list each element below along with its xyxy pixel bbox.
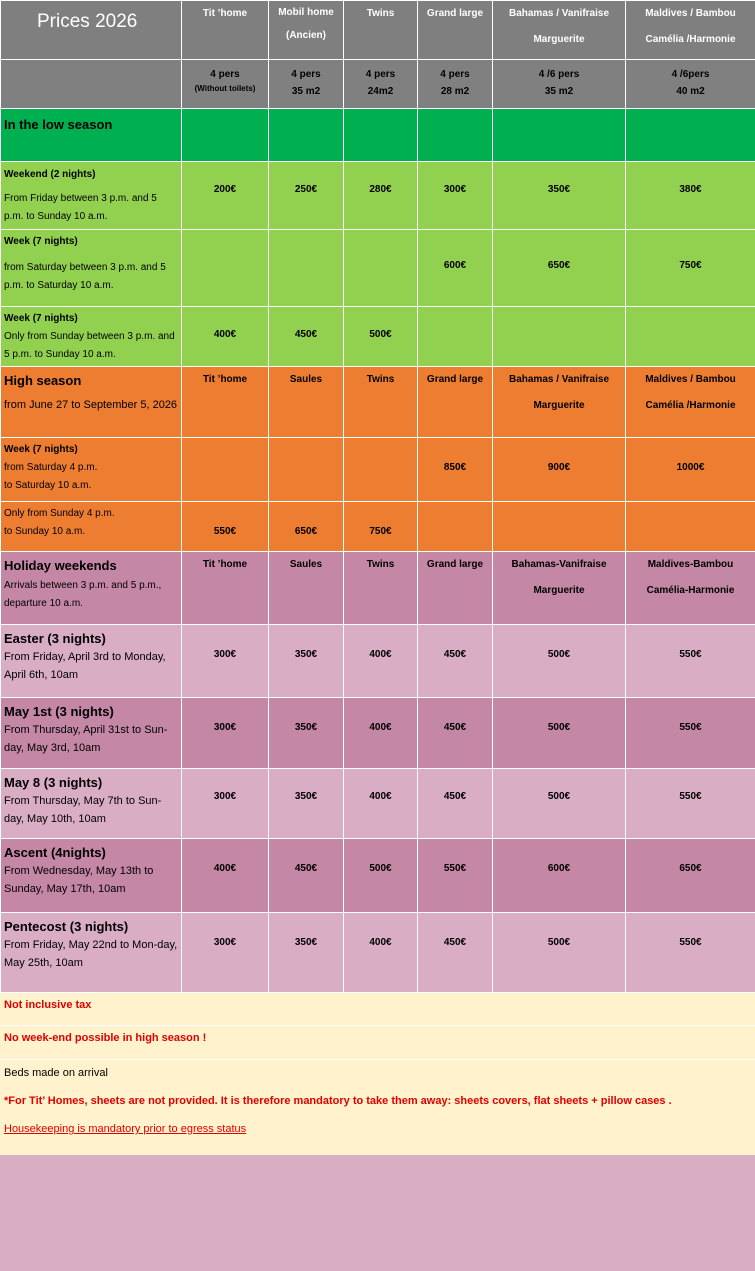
- price-cell: 850€: [418, 438, 493, 502]
- price-cell: 400€: [182, 839, 269, 913]
- price-cell: 450€: [418, 769, 493, 839]
- low-weekend-label: Weekend (2 nights) From Friday between 3 p.m. and 5 p.m. to Sunday 10 a.m.: [1, 162, 182, 230]
- price-cell: 300€: [182, 769, 269, 839]
- price-cell: 300€: [182, 698, 269, 769]
- price-cell: 500€: [493, 913, 626, 995]
- price-cell: 200€: [182, 162, 269, 230]
- capacity-maldives: 4 /6pers 40 m2: [626, 60, 755, 109]
- holiday-col-header: Grand large: [418, 552, 493, 625]
- page-title: Prices 2026: [1, 1, 182, 60]
- capacity-tithome: 4 pers (Without toilets): [182, 60, 269, 109]
- note-no-weekend: No week-end possible in high season !: [0, 1025, 755, 1059]
- holiday-col-header: Maldives-Bambou Camélia-Harmonie: [626, 552, 755, 625]
- price-cell: 450€: [269, 839, 344, 913]
- price-cell: 650€: [626, 839, 755, 913]
- price-cell: [418, 307, 493, 367]
- low-week-saturday-label: Week (7 nights) from Saturday between 3 p.m. and 5 p.m. to Saturday 10 a.m.: [1, 230, 182, 307]
- note-tax: Not inclusive tax: [0, 992, 755, 1025]
- holiday-may8-label: May 8 (3 nights) From Thursday, May 7th to Sun-day, May 10th, 10am: [1, 769, 182, 839]
- holiday-col-header: Twins: [344, 552, 418, 625]
- price-cell: 650€: [493, 230, 626, 307]
- price-cell: 380€: [626, 162, 755, 230]
- col-header-twins: Twins: [344, 1, 418, 60]
- price-cell: 350€: [269, 913, 344, 995]
- price-cell: 500€: [493, 698, 626, 769]
- price-cell: 450€: [418, 913, 493, 995]
- holiday-pentecost-label: Pentecost (3 nights) From Friday, May 22nd to Mon-day, May 25th, 10am: [1, 913, 182, 995]
- price-cell: 300€: [182, 913, 269, 995]
- price-cell: 500€: [344, 839, 418, 913]
- price-cell: 350€: [269, 698, 344, 769]
- holiday-col-header: Bahamas-Vanifraise Marguerite: [493, 552, 626, 625]
- price-cell: 750€: [344, 502, 418, 552]
- price-cell: [626, 502, 755, 552]
- price-cell: 400€: [344, 913, 418, 995]
- high-col-header: Grand large: [418, 367, 493, 438]
- holiday-col-header: Saules: [269, 552, 344, 625]
- note-sheets: *For Tit’ Homes, sheets are not provided. It is therefore mandatory to take them away: sheets covers, flat sheets + pillow cases .: [4, 1095, 672, 1107]
- price-cell: [269, 438, 344, 502]
- price-cell: 500€: [493, 625, 626, 698]
- price-cell: [182, 438, 269, 502]
- price-cell: [182, 230, 269, 307]
- price-cell: [269, 230, 344, 307]
- price-cell: 450€: [418, 625, 493, 698]
- price-cell: [626, 307, 755, 367]
- holiday-easter-label: Easter (3 nights) From Friday, April 3rd to Monday, April 6th, 10am: [1, 625, 182, 698]
- price-cell: 500€: [493, 769, 626, 839]
- price-cell: 400€: [344, 625, 418, 698]
- high-col-header: Bahamas / Vanifraise Marguerite: [493, 367, 626, 438]
- price-cell: 650€: [269, 502, 344, 552]
- note-housekeeping: Housekeeping is mandatory prior to egress status: [4, 1123, 247, 1135]
- capacity-label-cell: [1, 60, 182, 109]
- notes-section: [0, 992, 755, 1155]
- price-cell: [418, 502, 493, 552]
- col-header-maldives: Maldives / Bambou Camélia /Harmonie: [626, 1, 755, 60]
- price-cell: 350€: [269, 625, 344, 698]
- price-cell: 550€: [182, 502, 269, 552]
- high-week-label: Week (7 nights) from Saturday 4 p.m. to Saturday 10 a.m.: [1, 438, 182, 502]
- price-cell: 750€: [626, 230, 755, 307]
- price-cell: [493, 502, 626, 552]
- price-cell: 550€: [418, 839, 493, 913]
- high-sunday-label: Only from Sunday 4 p.m. to Sunday 10 a.m.: [1, 502, 182, 552]
- col-header-tithome: Tit ’home: [182, 1, 269, 60]
- note-beds: Beds made on arrival: [4, 1067, 108, 1079]
- capacity-bahamas: 4 /6 pers 35 m2: [493, 60, 626, 109]
- note-beds-block: [0, 1059, 755, 1155]
- footer-filler: [0, 1155, 755, 1271]
- price-cell: 450€: [418, 698, 493, 769]
- holiday-col-header: Tit ’home: [182, 552, 269, 625]
- price-cell: 400€: [182, 307, 269, 367]
- price-cell: 600€: [493, 839, 626, 913]
- capacity-twins: 4 pers 24m2: [344, 60, 418, 109]
- high-col-header: Tit ’home: [182, 367, 269, 438]
- high-season-heading: High season from June 27 to September 5, 2026: [1, 367, 182, 438]
- price-cell: [344, 438, 418, 502]
- price-cell: 500€: [344, 307, 418, 367]
- high-col-header: Saules: [269, 367, 344, 438]
- price-cell: 250€: [269, 162, 344, 230]
- price-cell: 550€: [626, 769, 755, 839]
- price-cell: 280€: [344, 162, 418, 230]
- price-cell: 900€: [493, 438, 626, 502]
- price-cell: [344, 230, 418, 307]
- capacity-mobilhome: 4 pers 35 m2: [269, 60, 344, 109]
- high-col-header: Twins: [344, 367, 418, 438]
- price-cell: 1000€: [626, 438, 755, 502]
- price-cell: 350€: [269, 769, 344, 839]
- holiday-heading: Holiday weekends Arrivals between 3 p.m. and 5 p.m., departure 10 a.m.: [1, 552, 182, 625]
- price-cell: 550€: [626, 625, 755, 698]
- price-cell: 600€: [418, 230, 493, 307]
- price-cell: 450€: [269, 307, 344, 367]
- holiday-may1-label: May 1st (3 nights) From Thursday, April 31st to Sun-day, May 3rd, 10am: [1, 698, 182, 769]
- col-header-grandlarge: Grand large: [418, 1, 493, 60]
- price-cell: 400€: [344, 769, 418, 839]
- low-week-sunday-label: Week (7 nights) Only from Sunday between 3 p.m. and 5 p.m. to Sunday 10 a.m.: [1, 307, 182, 367]
- price-cell: 550€: [626, 698, 755, 769]
- col-header-bahamas: Bahamas / Vanifraise Marguerite: [493, 1, 626, 60]
- low-season-heading: In the low season: [1, 109, 182, 162]
- price-cell: 400€: [344, 698, 418, 769]
- price-cell: 350€: [493, 162, 626, 230]
- price-cell: [493, 307, 626, 367]
- col-header-mobilhome: Mobil home (Ancien): [269, 1, 344, 60]
- capacity-grandlarge: 4 pers 28 m2: [418, 60, 493, 109]
- high-col-header: Maldives / Bambou Camélia /Harmonie: [626, 367, 755, 438]
- price-cell: 550€: [626, 913, 755, 995]
- price-cell: 300€: [418, 162, 493, 230]
- price-cell: 300€: [182, 625, 269, 698]
- holiday-ascent-label: Ascent (4nights) From Wednesday, May 13th to Sunday, May 17th, 10am: [1, 839, 182, 913]
